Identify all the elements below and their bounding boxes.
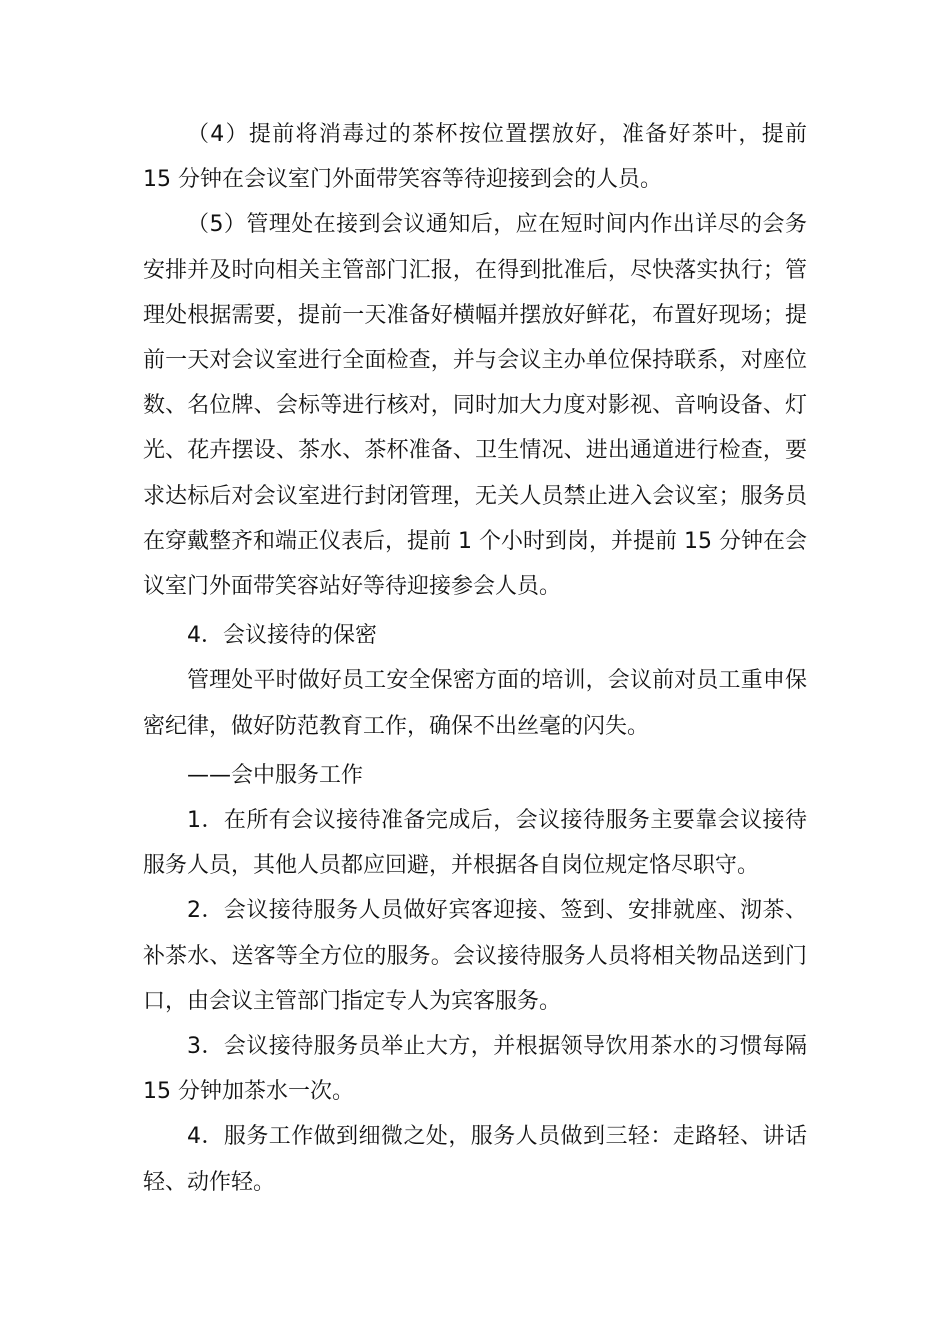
paragraph-service-1: 1．在所有会议接待准备完成后，会议接待服务主要靠会议接待服务人员，其他人员都应回避，并根据各自岗位规定恪尽职守。 — [143, 808, 807, 879]
paragraph-service-2: 2．会议接待服务人员做好宾客迎接、签到、安排就座、沏茶、补茶水、送客等全方位的服务。会议接待服务人员将相关物品送到门口，由会议主管部门指定专人为宾客服务。 — [143, 898, 807, 1014]
paragraph-item-5: （5）管理处在接到会议通知后，应在短时间内作出详尽的会务安排并及时向相关主管部门汇报，在得到批准后，尽快落实执行；管理处根据需要，提前一天准备好横幅并摆放好鲜花，布置好现场；提前一天对会议室进行全面检查，并与会议主办单位保持联系，对座位数、名位牌、会标等进行核对，同时加大力度对影视、音响设备、灯光、花卉摆设、茶水、茶杯准备、卫生情况、进出通道进行检查，要求达标后对会议室进行封闭管理，无关人员禁止进入会议室；服务员在穿戴整齐和端正仪表后，提前 1 个小时到岗，并提前 15 分钟在会议室门外面带笑容站好等待迎接参会人员。 — [143, 212, 807, 600]
section-heading-confidentiality: 4．会议接待的保密 — [187, 623, 377, 649]
paragraph-service-3: 3．会议接待服务员举止大方，并根据领导饮用茶水的习惯每隔 15 分钟加茶水一次。 — [143, 1034, 807, 1105]
paragraph-service-4: 4．服务工作做到细微之处，服务人员做到三轻：走路轻、讲话轻、动作轻。 — [143, 1124, 807, 1195]
document-body — [143, 112, 807, 1205]
paragraph-confidentiality: 管理处平时做好员工安全保密方面的培训，会议前对员工重申保密纪律，做好防范教育工作，确保不出丝毫的闪失。 — [143, 668, 807, 739]
paragraph-item-4: （4）提前将消毒过的茶杯按位置摆放好，准备好茶叶，提前 15 分钟在会议室门外面带笑容等待迎接到会的人员。 — [143, 122, 807, 193]
section-heading-in-meeting-service: ——会中服务工作 — [187, 762, 364, 788]
